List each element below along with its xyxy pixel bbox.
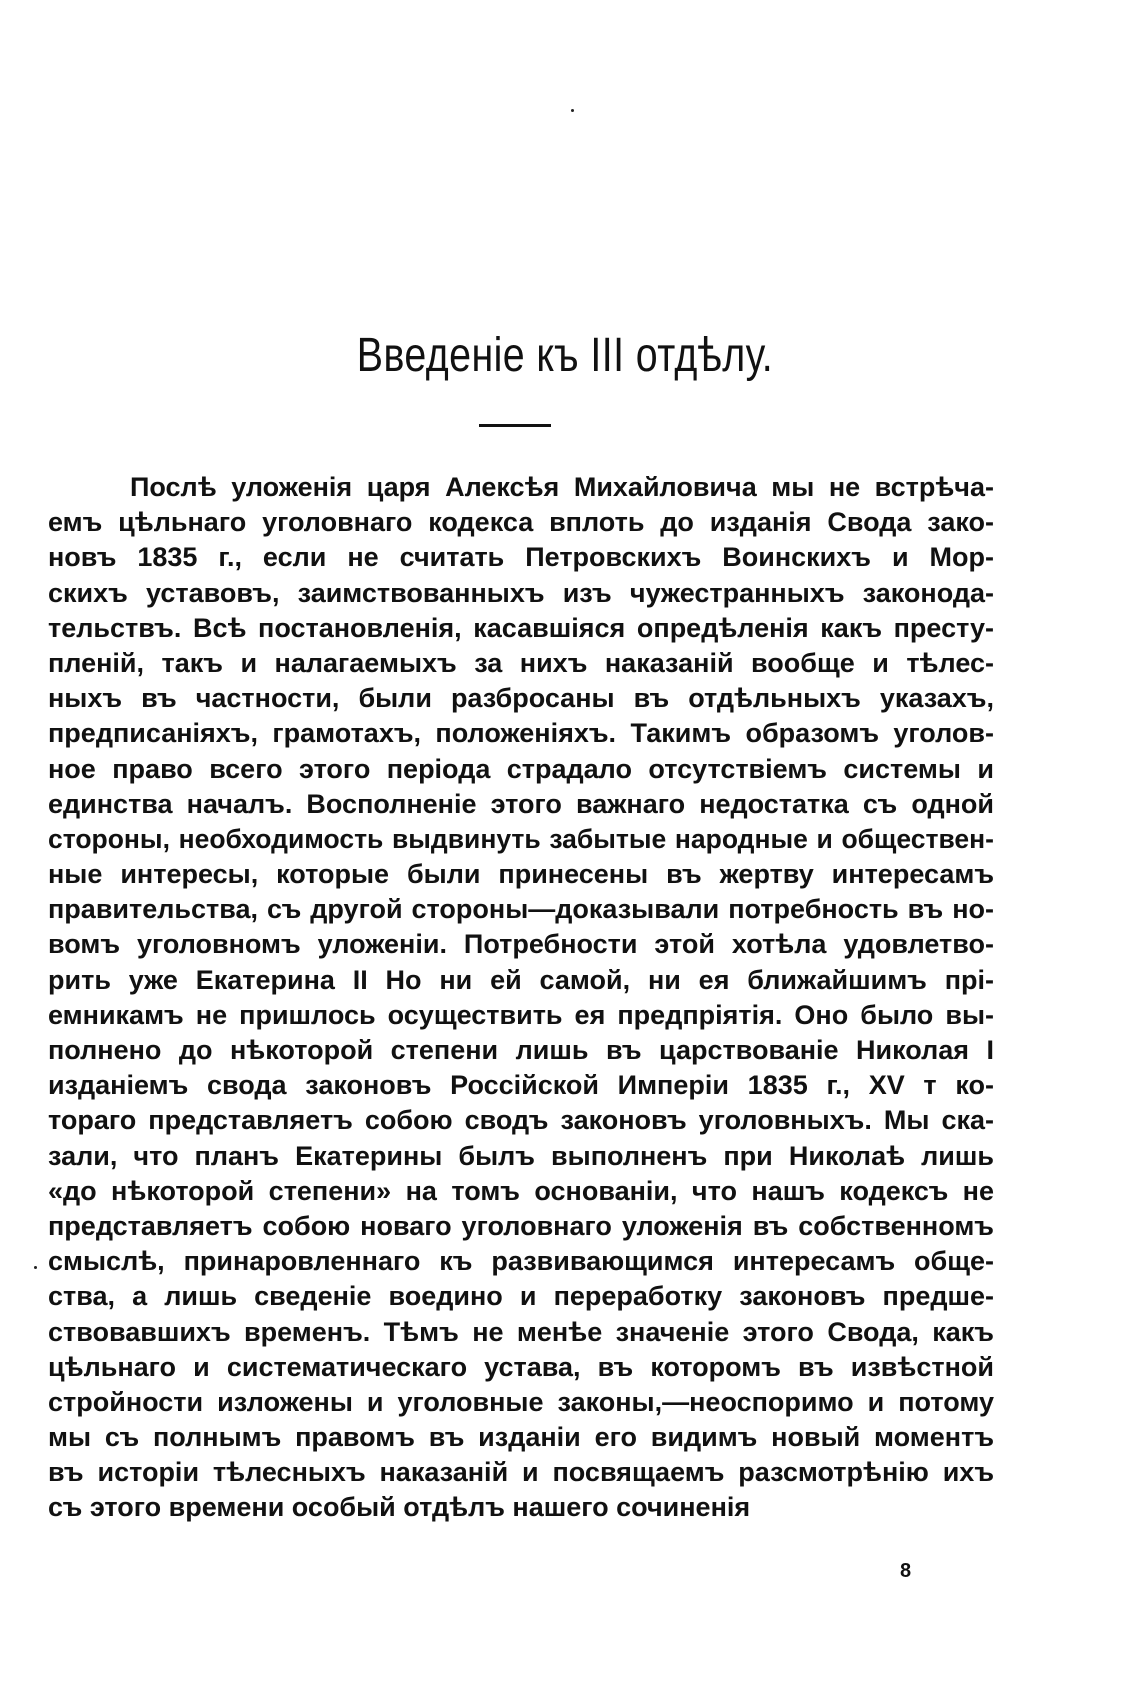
text-line: скихъ уставовъ, заимствованныхъ изъ чужестранныхъ законода- xyxy=(48,577,994,608)
text-line: пленій, такъ и налагаемыхъ за нихъ наказаній вообще и тѣлес- xyxy=(48,647,994,678)
text-line: ства, а лишь сведеніе воедино и переработку законовъ предше- xyxy=(48,1281,994,1312)
text-line: «до нѣкоторой степени» на томъ основаніи, что нашъ кодексъ не xyxy=(48,1175,994,1206)
ink-speck xyxy=(571,109,574,112)
page-number: 8 xyxy=(900,1560,912,1582)
text-line: смыслѣ, принаровленнаго къ развивающимся интересамъ обще- xyxy=(48,1246,994,1277)
text-line: вомъ уголовномъ уложеніи. Потребности этой хотѣла удовлетво- xyxy=(48,929,994,960)
text-line: зали, что планъ Екатерины былъ выполненъ при Николаѣ лишь xyxy=(48,1140,994,1171)
text-line: емъ цѣльнаго уголовнаго кодекса вплоть до изданія Свода зако- xyxy=(48,507,994,538)
text-line: тораго представляетъ собою сводъ законовъ уголовныхъ. Мы ска- xyxy=(48,1105,994,1136)
text-line: ные интересы, которые были принесены въ жертву интересамъ xyxy=(48,859,994,890)
text-line: изданіемъ свода законовъ Россійской Имперіи 1835 г., XV т ко- xyxy=(48,1070,994,1101)
text-line: правительства, съ другой стороны—доказывали потребность въ но- xyxy=(48,894,994,925)
ink-speck xyxy=(34,1266,37,1269)
text-line: полнено до нѣкоторой степени лишь въ царствованіе Николая I xyxy=(48,1035,994,1065)
section-title: Введеніе къ III отдѣлу. xyxy=(356,329,774,382)
text-line: стороны, необходимость выдвинуть забытые народные и обществен- xyxy=(48,823,994,854)
text-line: тельствъ. Всѣ постановленія, касавшіяся опредѣленія какъ престу- xyxy=(48,612,994,643)
text-line: стройности изложены и уголовные законы,—неоспоримо и потому xyxy=(48,1386,994,1417)
text-line: представляетъ собою новаго уголовнаго уложенія въ собственномъ xyxy=(48,1210,994,1241)
text-line: съ этого времени особый отдѣлъ нашего сочиненія xyxy=(48,1492,751,1523)
text-line: въ исторіи тѣлесныхъ наказаній и посвящаемъ разсмотрѣнію ихъ xyxy=(48,1457,994,1488)
text-line: единства началъ. Восполненіе этого важнаго недостатка съ одной xyxy=(48,788,994,819)
text-line: новъ 1835 г., если не считать Петровскихъ Воинскихъ и Мор- xyxy=(48,542,994,573)
text-line: ныхъ въ частности, были разбросаны въ отдѣльныхъ указахъ, xyxy=(48,683,994,714)
text-line: цѣльнаго и систематическаго устава, въ которомъ въ извѣстной xyxy=(48,1351,994,1382)
text-line: Послѣ уложенія царя Алексѣя Михайловича мы не встрѣча- xyxy=(130,472,994,502)
title-divider xyxy=(479,424,551,427)
text-line: емникамъ не пришлось осуществить ея предпріятія. Оно было вы- xyxy=(48,999,994,1030)
text-line: рить уже Екатерина II Но ни ей самой, ни ея ближайшимъ прі- xyxy=(48,964,994,995)
text-line: ное право всего этого періода страдало отсутствіемъ системы и xyxy=(48,753,994,784)
text-line: мы съ полнымъ правомъ въ изданіи его видимъ новый моментъ xyxy=(48,1422,994,1453)
text-line: предписаніяхъ, грамотахъ, положеніяхъ. Такимъ образомъ уголов- xyxy=(48,718,994,749)
text-line: ствовавшихъ временъ. Тѣмъ не менѣе значеніе этого Свода, какъ xyxy=(48,1316,994,1347)
body-paragraph xyxy=(48,470,994,1526)
